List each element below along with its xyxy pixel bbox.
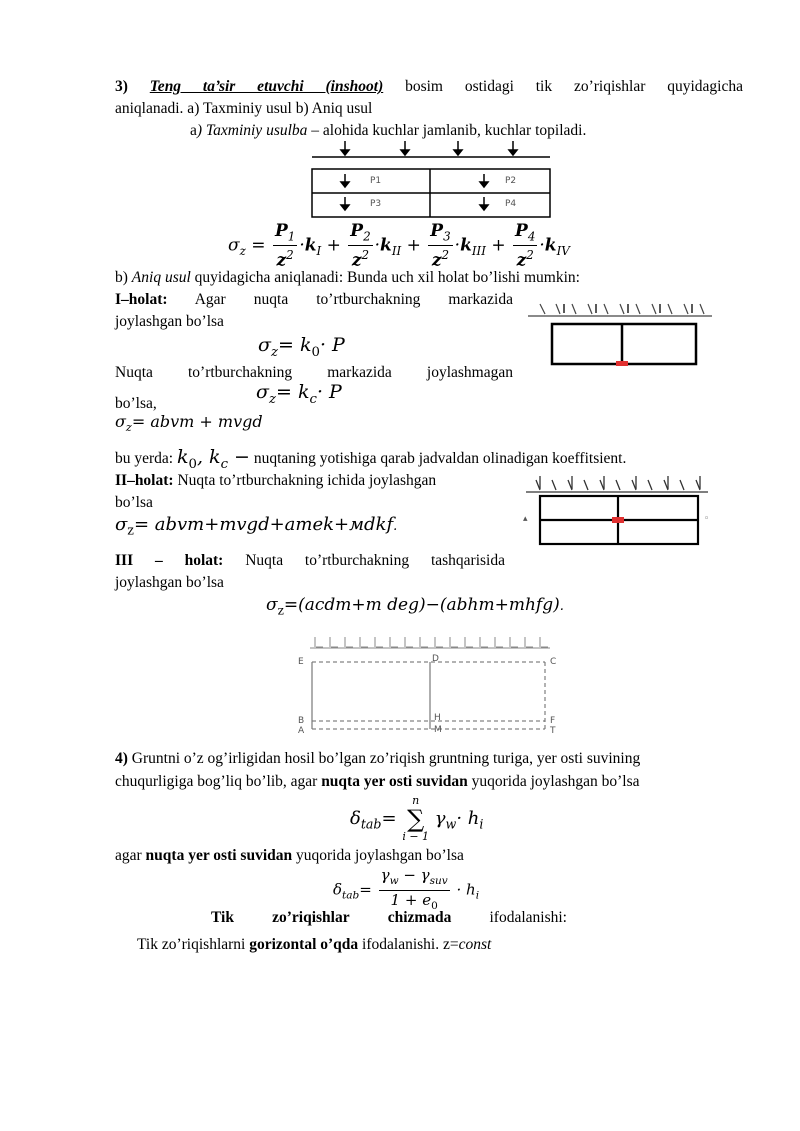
fig4-letter-b: B: [298, 716, 305, 726]
case2-formula: $\sigma_z=$ abvm+mvgd+amek+мdkf.: [115, 514, 398, 538]
case2-line2: bo’lsa: [115, 494, 153, 511]
case1-explanation: bu yerda: $k_0$, $k_c$ − nuqtaning yotishiga qarab jadvaldan olinadigan koeffitsient.: [115, 446, 627, 472]
case1-line3: Nuqta to’rtburchakning markazida joylashmagan: [115, 364, 513, 381]
svg-text:▴: ▴: [523, 514, 528, 524]
case2-line1: II–holat: Nuqta to’rtburchakning ichida joylashgan: [115, 472, 437, 489]
fig4-letter-c: C: [550, 657, 557, 667]
section-b-line: b) Aniq usul quyidagicha aniqlanadi: Bunda uch xil holat bo’lishi mumkin:: [115, 269, 580, 286]
fig4-letter-d: D: [432, 654, 439, 664]
section4-line1: 4) Gruntni o’z og’irligidan hosil bo’lgan zo’riqish gruntning turiga, yer osti suvining: [115, 750, 641, 767]
cell-label-p4: P4: [505, 199, 517, 209]
cell-label-p3: P3: [370, 199, 382, 209]
closing-line2: Tik zo’riqishlarni gorizontal o’qda ifodalanishi. z=const: [137, 936, 492, 953]
svg-text:◦: ◦: [704, 514, 710, 524]
section3-line2: aniqlanadi. a) Taxminiy usul b) Aniq usul: [115, 100, 373, 117]
case1-line4: bo’lsa,: [115, 395, 157, 412]
case1-formula: $\sigma_z= k_0\cdot P$: [258, 334, 345, 360]
case1-line1: I–holat: Agar nuqta to’rtburchakning markazida: [115, 291, 513, 308]
case3-formula: $\sigma_z=(acdm+m$ deg)−(abhm+mhfg).: [266, 595, 564, 618]
fig4-letter-e: E: [298, 657, 304, 667]
section3-term: Teng ta’sir etuvchi (inshoot): [149, 78, 384, 95]
case1-formula3: $\sigma_z=$ abvm + mvgd: [115, 412, 263, 435]
cell-label-p1: P1: [370, 176, 382, 186]
fig4-letter-h: H: [434, 713, 441, 723]
fig4-letter-t: T: [550, 726, 556, 736]
closing-line1: Tik zo’riqishlar chizmada ifodalanishi:: [211, 909, 567, 926]
cell-label-p2: P2: [505, 176, 517, 186]
fig4-letter-a: A: [298, 726, 305, 736]
section3-line3: a) Taxminiy usulba – alohida kuchlar jamlanib, kuchlar topiladi.: [190, 122, 587, 139]
section4-formula-sum: $\delta_{tab}=$ n ∑ i − 1 $\gamma_w\cdot h_i$: [350, 794, 484, 843]
section4-formula-fraction: $\delta_{tab}=$ $\frac{\gamma_w - \gamma_{suv}}{1 + e_0}$ · $h_i$: [333, 866, 480, 912]
section4-line2: chuqurligiga bog’liq bo’lib, agar nuqta yer osti suvidan yuqorida joylashgan bo’lsa: [115, 773, 640, 790]
section3-line1-rest: bosim ostidagi tik zo’riqishlar quyidagicha: [405, 78, 743, 95]
case3-line1: III – holat: Nuqta to’rtburchakning tashqarisida: [115, 552, 505, 569]
section4-line3: agar nuqta yer osti suvidan yuqorida joylashgan bo’lsa: [115, 847, 464, 864]
section3-number: 3): [115, 78, 128, 95]
case1-formula2: $\sigma_z= k_c\cdot P$: [256, 381, 342, 407]
case3-line2: joylashgan bo’lsa: [115, 574, 224, 591]
fig4-letter-f: F: [550, 716, 556, 726]
formula-approx-sigma: $\sigma_z$ = $\frac{P_1}{z^2}$ $\cdot k_I$ + $\frac{P_2}{z^2}$ $\cdot k_{II}$ + $\frac{P_3}{z^2}$ $\cdot k_{III}$ + $\frac{P_4}{z^2}$ $\cdot k_{IV}$: [228, 221, 570, 272]
case1-line2: joylashgan bo’lsa: [115, 313, 224, 330]
fig4-letter-m: M: [434, 725, 442, 735]
